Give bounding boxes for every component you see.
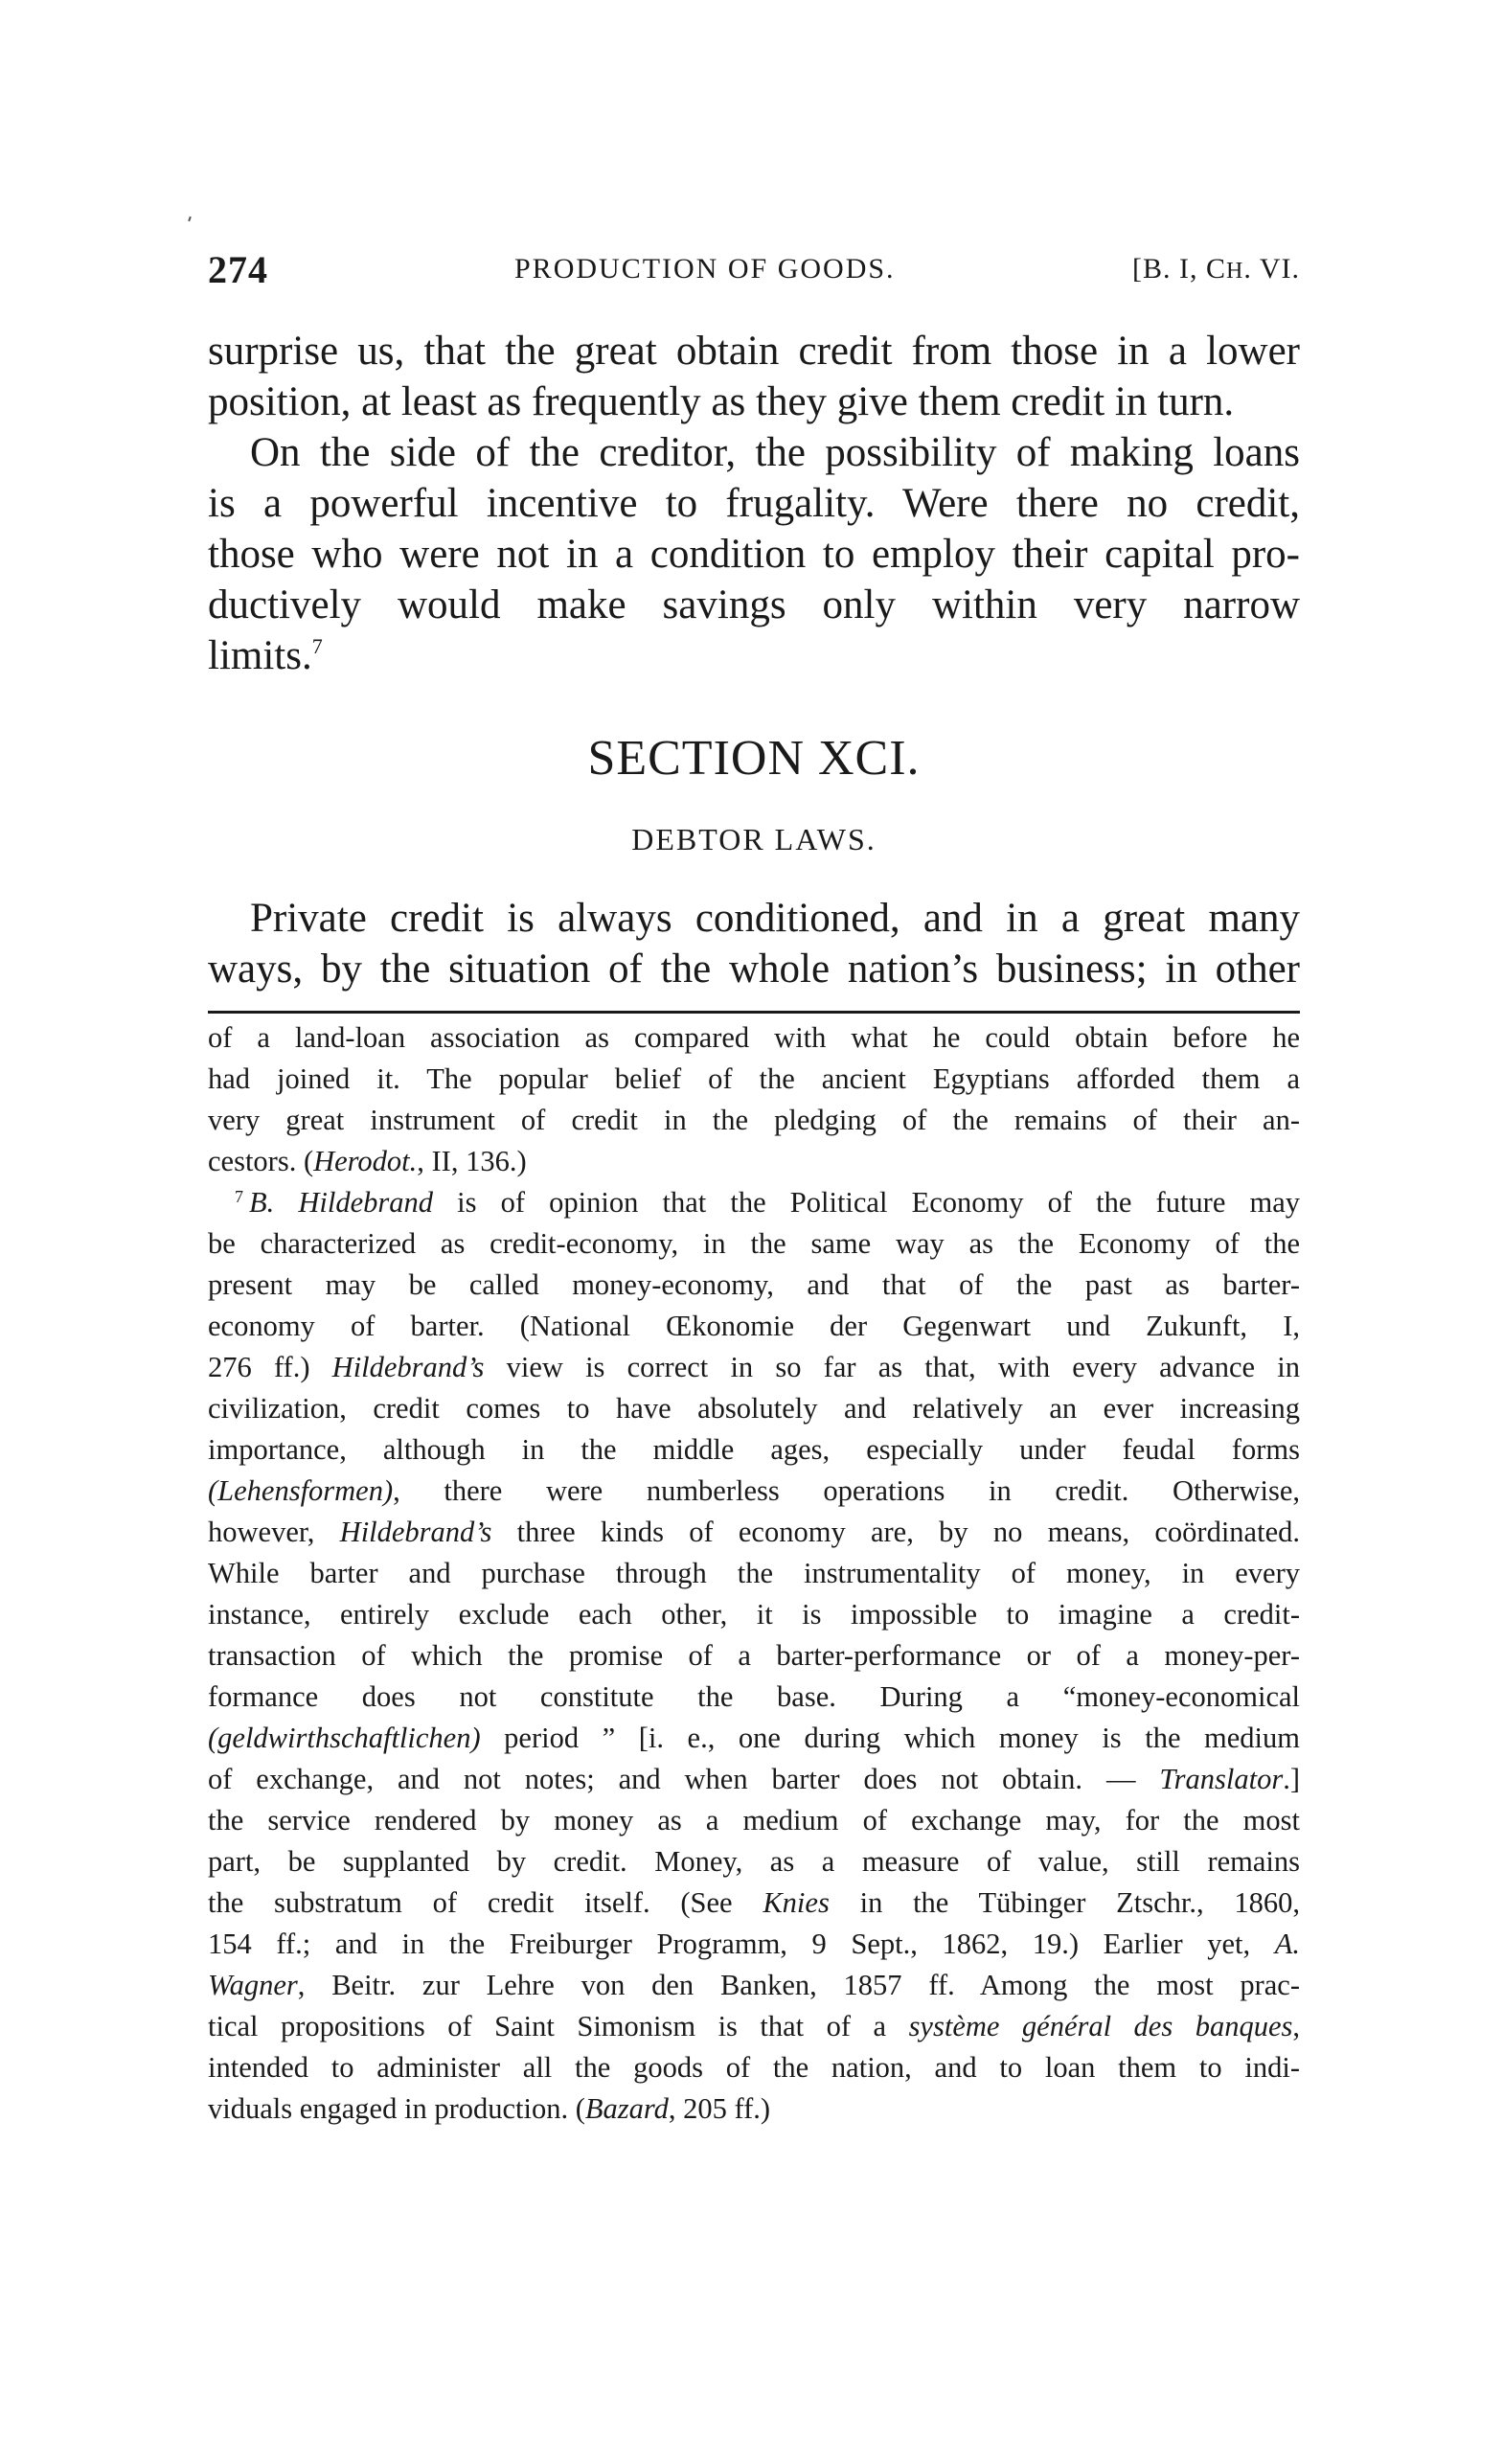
footnote-line <box>208 1965 1300 2006</box>
footnote-line: While barter and purchase through the instrumentality of money, in every <box>208 1557 1300 1589</box>
term-italic: (geldwirthschaftlichen) <box>208 1722 481 1754</box>
running-title: PRODUCTION OF GOODS. <box>514 253 896 285</box>
body-line: surprise us, that the great obtain credit from those in a lower <box>208 329 1300 374</box>
chapter-ref-ch-small: H <box>1226 259 1244 284</box>
footnote-line <box>208 1882 1300 1924</box>
text: cestors. ( <box>208 1145 314 1177</box>
footnote-line <box>208 1924 1300 1965</box>
footnote-line <box>208 1182 1300 1223</box>
footnote-line <box>208 1141 1300 1182</box>
running-head <box>208 247 1300 289</box>
author-italic: Hildebrand’s <box>331 1351 485 1383</box>
text: , Beitr. zur Lehre von den Banken, 1857 ff. Among the most prac- <box>297 1969 1300 2001</box>
footnote-line: had joined it. The popular belief of the ancient Egyptians afforded them a <box>208 1062 1300 1095</box>
text: viduals engaged in production. ( <box>208 2092 585 2125</box>
stray-ink-mark <box>188 217 192 221</box>
body-line: ways, by the situation of the whole nation’s business; in other <box>208 947 1300 992</box>
page-number: 274 <box>208 248 268 291</box>
section-title: SECTION XCI. <box>587 731 921 786</box>
footnote-marker: 7 <box>235 1187 243 1206</box>
term-italic: (Lehensformen) <box>208 1474 394 1507</box>
body-line: is a powerful incentive to frugality. Were there no credit, <box>208 481 1300 526</box>
footnote-line <box>208 1718 1300 1759</box>
footnote-line: formance does not constitute the base. During a “money-economical <box>208 1680 1300 1713</box>
text: is of opinion that the Political Economy of the future may <box>433 1186 1301 1219</box>
text: of exchange, and not notes; and when barter does not obtain. — <box>208 1763 1160 1795</box>
footnote-line: civilization, credit comes to have absolutely and relatively an ever increasing <box>208 1392 1300 1425</box>
text: 276 ff.) <box>208 1351 332 1383</box>
body-line: Private credit is always conditioned, and in a great many <box>250 896 1300 941</box>
chapter-ref-number: . VI. <box>1243 253 1300 285</box>
text: 154 ff.; and in the Freiburger Programm, 9 Sept., 1862, 19.) Earlier yet, <box>208 1928 1275 1960</box>
footnote-line: intended to administer all the goods of the nation, and to loan them to indi- <box>208 2051 1300 2084</box>
text: , there were numberless operations in credit. Otherwise, <box>393 1474 1300 1507</box>
footnote-reference[interactable]: 7 <box>311 634 323 658</box>
footnote-line <box>208 1347 1300 1388</box>
footnote-line <box>208 2088 1300 2130</box>
text: the substratum of credit itself. (See <box>208 1886 763 1919</box>
footnote-line: of a land-loan association as compared with what he could obtain before he <box>208 1021 1300 1054</box>
chapter-reference <box>1132 253 1300 285</box>
text: period ” [i. e., one during which money is the medium <box>480 1722 1300 1754</box>
text: three kinds of economy are, by no means, coördinated. <box>491 1516 1300 1548</box>
footnote-line: transaction of which the promise of a barter-performance or of a money-per- <box>208 1639 1300 1672</box>
footnote-line <box>208 1512 1300 1553</box>
text: tical propositions of Saint Simonism is that of a <box>208 2010 909 2042</box>
footnote-divider <box>208 1011 1300 1014</box>
term-italic: système général des banques <box>908 2010 1293 2042</box>
text: , II, 136.) <box>417 1145 527 1177</box>
author-italic: Hildebrand’s <box>339 1516 492 1548</box>
footnote-line: present may be called money-economy, and that of the past as barter- <box>208 1268 1300 1301</box>
text: .] <box>1283 1763 1300 1795</box>
citation-italic: Herodot. <box>313 1145 418 1177</box>
text: in the Tübinger Ztschr., 1860, <box>829 1886 1300 1919</box>
translator-italic: Translator <box>1159 1763 1284 1795</box>
author-italic: B. Hildebrand <box>249 1186 434 1219</box>
body-line: On the side of the creditor, the possibility of making loans <box>250 430 1300 475</box>
footnote-line: instance, entirely exclude each other, it is impossible to imagine a credit- <box>208 1598 1300 1631</box>
text: , <box>1292 2010 1300 2042</box>
author-italic: Bazard <box>584 2092 669 2125</box>
footnote-line: part, be supplanted by credit. Money, as a measure of value, still remains <box>208 1845 1300 1878</box>
footnote-line: economy of barter. (National Œkonomie der Gegenwart und Zukunft, I, <box>208 1310 1300 1342</box>
body-line: position, at least as frequently as they give them credit in turn. <box>208 379 1235 424</box>
footnote-line <box>208 1759 1300 1800</box>
body-line: ductively would make savings only within very narrow <box>208 582 1300 627</box>
body-line: those who were not in a condition to employ their capital pro- <box>208 532 1300 577</box>
author-italic: Knies <box>763 1886 830 1919</box>
footnote-line <box>208 1471 1300 1512</box>
footnote-line: the service rendered by money as a medium of exchange may, for the most <box>208 1804 1300 1837</box>
section-subtitle: DEBTOR LAWS. <box>631 822 877 856</box>
text: view is correct in so far as that, with every advance in <box>484 1351 1300 1383</box>
footnote-line: be characterized as credit-economy, in the same way as the Economy of the <box>208 1227 1300 1260</box>
author-italic: A. <box>1274 1928 1300 1960</box>
body-line-last <box>208 630 1300 681</box>
footnote-line: importance, although in the middle ages, especially under feudal forms <box>208 1433 1300 1466</box>
text: however, <box>208 1516 340 1548</box>
author-italic: Wagner <box>208 1969 298 2001</box>
footnote-line <box>208 2006 1300 2047</box>
body-line-text: limits. <box>208 633 312 678</box>
chapter-ref-ch: C <box>1206 253 1227 285</box>
chapter-ref-book: [B. I, <box>1132 253 1207 285</box>
footnote-line: very great instrument of credit in the pledging of the remains of their an- <box>208 1104 1300 1136</box>
text: , 205 ff.) <box>668 2092 771 2125</box>
